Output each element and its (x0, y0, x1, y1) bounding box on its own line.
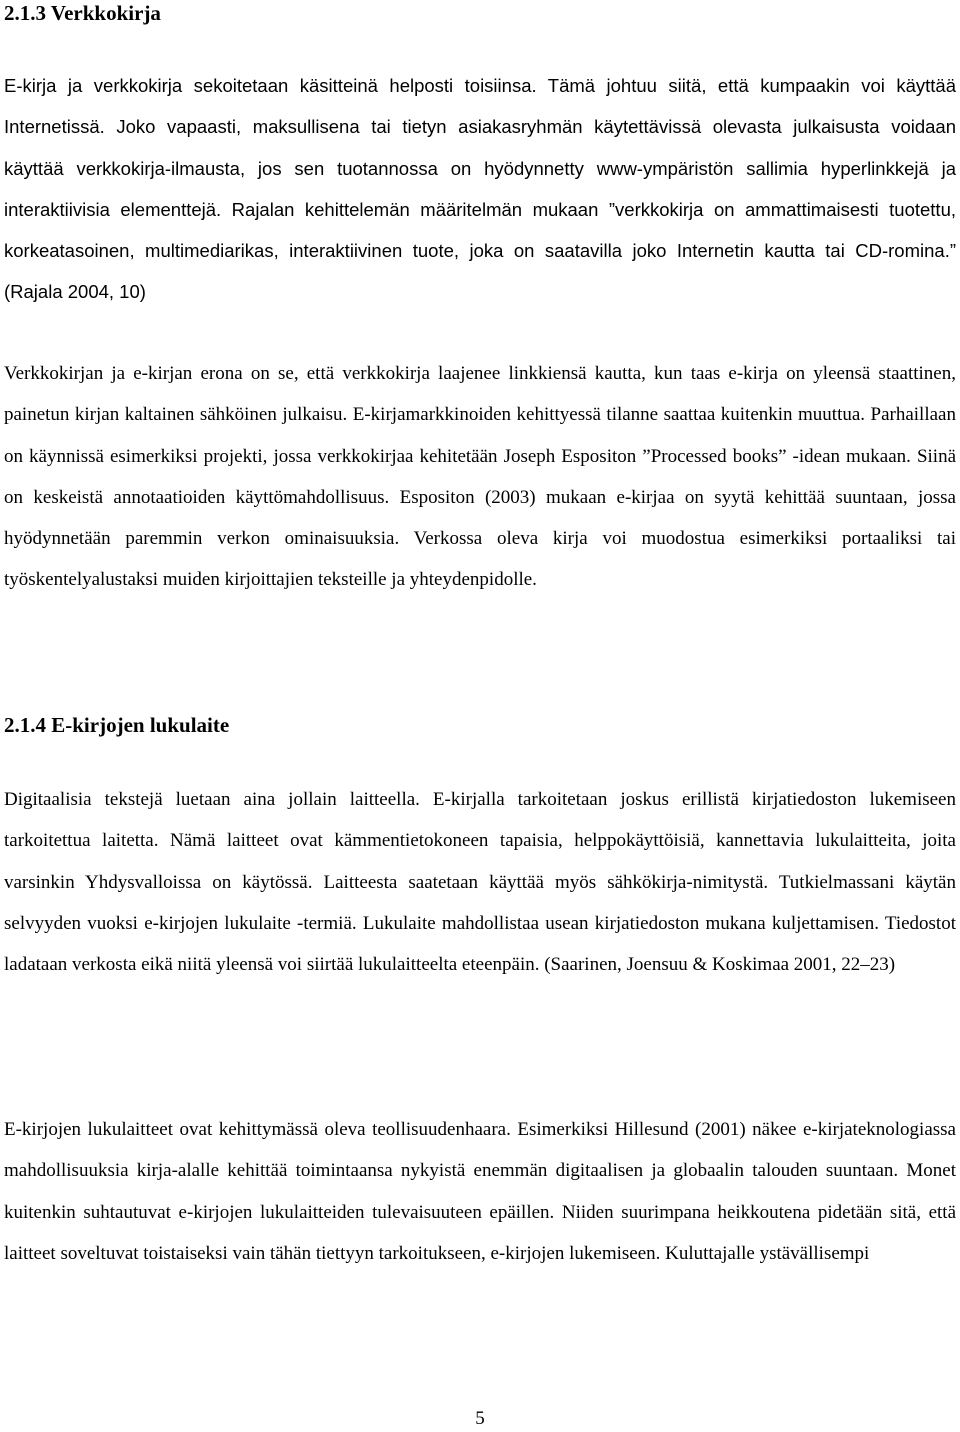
paragraph-lukulaite-intro: Digitaalisia tekstejä luetaan aina jollain laitteella. E-kirjalla tarkoitetaan joskus erillistä kirjatiedoston lukemiseen tarkoitettua laitetta. Nämä laitteet ovat kämmentietokoneen tapaisia, helppokäyttöisiä, kannettavia lukulaitteita, joita varsinkin Yhdysvalloissa on käytössä. Laitteesta saatetaan käyttää myös sähkökirja-nimitystä. Tutkielmassani käytän selvyyden vuoksi e-kirjojen lukulaite -termiä. Lukulaite mahdollistaa usean kirjatiedoston mukana kuljettamisen. Tiedostot ladataan verkosta eikä niitä yleensä voi siirtää lukulaitteelta eteenpäin. (Saarinen, Joensuu & Koskimaa 2001, 22–23) (4, 789, 956, 976)
paragraph-verkkokirja-ero: Verkkokirjan ja e-kirjan erona on se, että verkkokirja laajenee linkkiensä kautta, kun taas e-kirja on yleensä staattinen, painetun kirjan kaltainen sähköinen julkaisu. E-kirjamarkkinoiden kehittyessä tilanne saattaa kuitenkin muuttua. Parhaillaan on käynnissä esimerkiksi projekti, jossa verkkokirjaa kehitetään Joseph Espositon ”Processed books” -idean mukaan. Siinä on keskeistä annotaatioiden käyttömahdollisuus. Espositon (2003) mukaan e-kirjaa on syytä kehittää suuntaan, jossa hyödynnetään paremmin verkon ominaisuuksia. Verkossa oleva kirja voi muodostua esimerkiksi portaaliksi tai työskentelyalustaksi muiden kirjoittajien teksteille ja yhteydenpidolle. (4, 363, 956, 591)
paragraph-lukulaite-tulevaisuus: E-kirjojen lukulaitteet ovat kehittymässä oleva teollisuudenhaara. Esimerkiksi Hillesund (2001) näkee e-kirjateknologiassa mahdollisuuksia kirja-alalle kehittää toimintaansa nykyistä enemmän digitaalisen ja globaalin talouden suuntaan. Monet kuitenkin suhtautuvat e-kirjojen lukulaitteiden tulevaisuuteen epäillen. Niiden suurimpana heikkoutena pidetään sitä, että laitteet soveltuvat toistaiseksi vain tähän tiettyyn tarkoitukseen, e-kirjojen lukemiseen. Kuluttajalle ystävällisempi (4, 1119, 956, 1264)
paragraph-ekirja-verkkokirja-definition: E-kirja ja verkkokirja sekoitetaan käsitteinä helposti toisiinsa. Tämä johtuu siitä, että kumpaakin voi käyttää Internetissä. Joko vapaasti, maksullisena tai tietyn asiakasryhmän käytettävissä olevasta julkaisusta voidaan käyttää verkkokirja-ilmausta, jos sen tuotannossa on hyödynnetty www-ympäristön sallimia hyperlinkkejä ja interaktiivisia elementtejä. Rajalan kehittelemän määritelmän mukaan ”verkkokirja on ammattimaisesti tuotettu, korkeatasoinen, multimediarikas, interaktiivinen tuote, joka on saatavilla joko Internetin kautta tai CD-romina.” (Rajala 2004, 10) (4, 75, 956, 303)
section-heading-lukulaite: 2.1.4 E-kirjojen lukulaite (4, 713, 230, 737)
section-heading-verkkokirja: 2.1.3 Verkkokirja (4, 1, 161, 25)
page-number: 5 (475, 1408, 485, 1429)
